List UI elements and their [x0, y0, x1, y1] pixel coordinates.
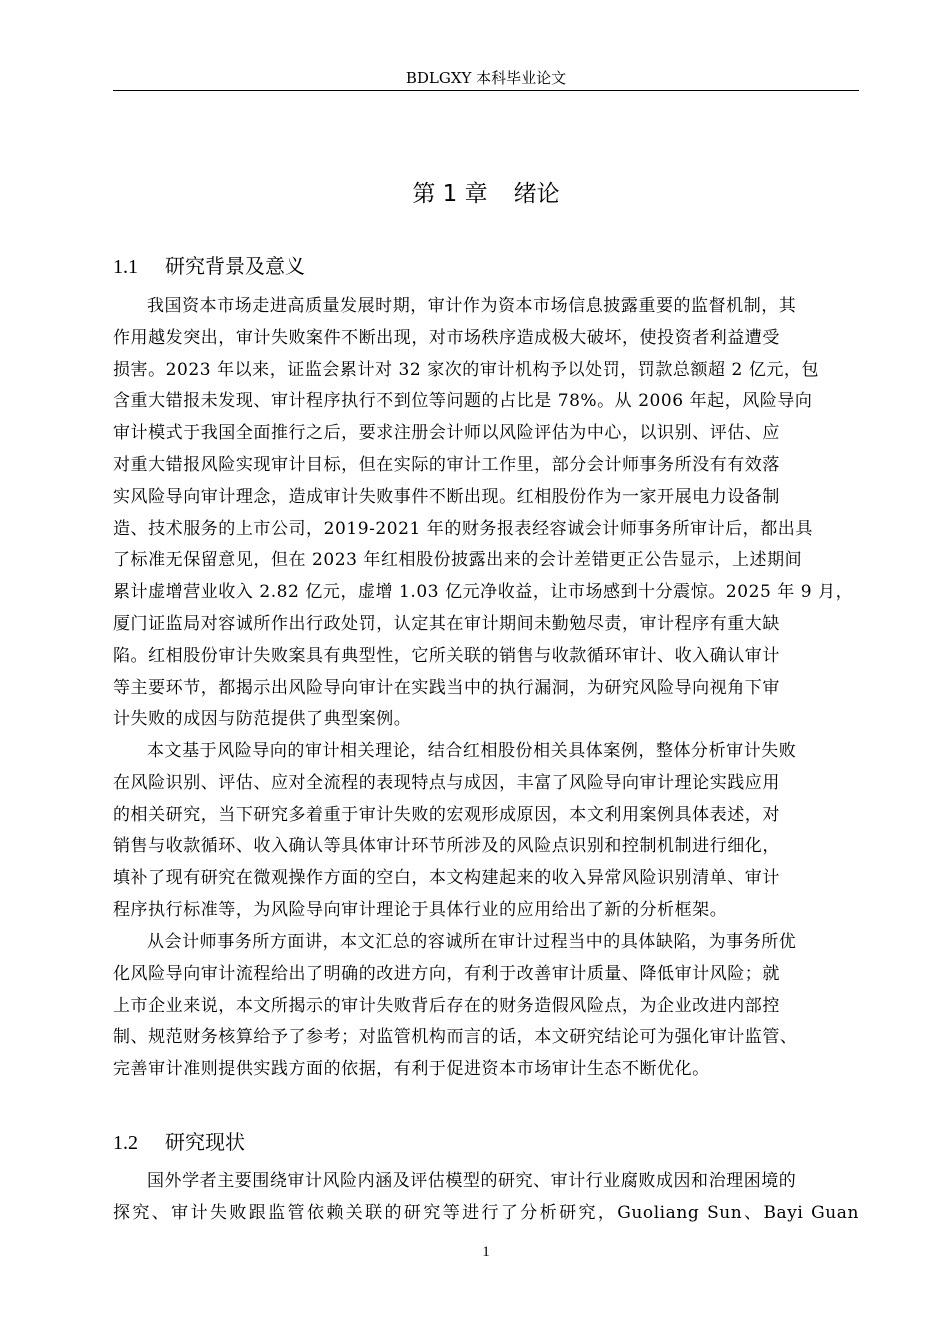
- paragraph-research-status: [113, 1166, 859, 1230]
- paragraph-background: [113, 291, 859, 736]
- paragraph-line: 审计模式于我国全面推行之后，要求注册会计师以风险评估为中心，以识别、评估、应: [113, 423, 780, 444]
- paragraph-line: 计失败的成因与防范提供了典型案例。: [113, 709, 412, 730]
- paragraph-line: 实风险导向审计理念，造成审计失败事件不断出现。红相股份作为一家开展电力设备制: [113, 486, 780, 507]
- paragraph-line: 我国资本市场走进高质量发展时期，审计作为资本市场信息披露重要的监督机制，其: [147, 296, 797, 316]
- section-heading-1-2: [113, 1127, 859, 1158]
- chapter-number: 第 1 章: [412, 181, 488, 207]
- paragraph-line: 销售与收款循环、收入确认等具体审计环节所涉及的风险点识别和控制机制进行细化，: [113, 836, 780, 857]
- paragraph-line: 厦门证监局对容诚所作出行政处罚，认定其在审计期间未勤勉尽责，审计程序有重大缺: [113, 613, 780, 634]
- paragraph-line: 完善审计准则提供实践方面的依据，有利于促进资本市场审计生态不断优化。: [113, 1059, 710, 1080]
- chapter-name: 绪论: [513, 181, 560, 207]
- paragraph-line: 损害。2023 年以来，证监会累计对 32 家次的审计机构予以处罚，罚款总额超 2 亿元，包: [113, 359, 820, 380]
- paragraph-line: 在风险识别、评估、应对全流程的表现特点与成因，丰富了风险导向审计理论实践应用: [113, 772, 780, 793]
- paragraph-line: 国外学者主要围绕审计风险内涵及评估模型的研究、审计行业腐败成因和治理困境的: [147, 1171, 797, 1191]
- section-title: 研究背景及意义: [165, 254, 305, 278]
- paragraph-line: 累计虚增营业收入 2.82 亿元，虚增 1.03 亿元净收益，让市场感到十分震惊。2025 年 9 月，: [113, 582, 854, 603]
- chapter-title: [113, 177, 859, 211]
- paragraph-line: 填补了现有研究在微观操作方面的空白，本文构建起来的收入异常风险识别清单、审计: [113, 868, 780, 889]
- paragraph-line: 含重大错报未发现、审计程序执行不到位等问题的占比是 78%。从 2006 年起，风险导向: [113, 391, 813, 412]
- paragraph-line: 化风险导向审计流程给出了明确的改进方向，有利于改善审计质量、降低审计风险；就: [113, 963, 780, 984]
- header-rule: [113, 90, 859, 91]
- paragraph-line: 对重大错报风险实现审计目标，但在实际的审计工作里，部分会计师事务所没有有效落: [113, 454, 780, 475]
- section-number: 1.1: [113, 256, 138, 278]
- section-heading-1-1: [113, 251, 859, 282]
- paragraph-line: 陷。红相股份审计失败案具有典型性，它所关联的销售与收款循环审计、收入确认审计: [113, 645, 780, 666]
- paragraph-line: 探究、审计失败跟监管依赖关联的研究等进行了分析研究，Guoliang Sun、Bayi Guan: [113, 1202, 859, 1223]
- section-title: 研究现状: [165, 1130, 245, 1154]
- paragraph-line: 制、规范财务核算给予了参考；对监管机构而言的话，本文研究结论可为强化审计监管、: [113, 1027, 798, 1048]
- running-header: BDLGXY 本科毕业论文: [405, 69, 567, 87]
- paragraph-line: 造、技术服务的上市公司，2019-2021 年的财务报表经容诚会计师事务所审计后，都出具: [113, 518, 813, 539]
- paragraph-line: 从会计师事务所方面讲，本文汇总的容诚所在审计过程当中的具体缺陷，为事务所优: [147, 932, 797, 952]
- section-number: 1.2: [113, 1132, 138, 1154]
- paragraph-line: 的相关研究，当下研究多着重于审计失败的宏观形成原因，本文利用案例具体表述，对: [113, 804, 780, 825]
- paragraph-line: 本文基于风险导向的审计相关理论，结合红相股份相关具体案例，整体分析审计失败: [147, 741, 797, 761]
- paragraph-line: 了标准无保留意见，但在 2023 年红相股份披露出来的会计差错更正公告显示，上述期间: [113, 550, 803, 571]
- page-number: 1: [482, 1244, 490, 1260]
- paragraph-line: 程序执行标准等，为风险导向审计理论于具体行业的应用给出了新的分析框架。: [113, 899, 728, 920]
- paragraph-theoretical-significance: [113, 736, 859, 927]
- paragraph-line: 上市企业来说，本文所揭示的审计失败背后存在的财务造假风险点，为企业改进内部控: [113, 995, 780, 1016]
- paragraph-line: 作用越发突出，审计失败案件不断出现，对市场秩序造成极大破坏，使投资者利益遭受: [113, 327, 780, 348]
- paragraph-practical-significance: [113, 927, 859, 1086]
- paragraph-line: 等主要环节，都揭示出风险导向审计在实践当中的执行漏洞，为研究风险导向视角下审: [113, 677, 780, 698]
